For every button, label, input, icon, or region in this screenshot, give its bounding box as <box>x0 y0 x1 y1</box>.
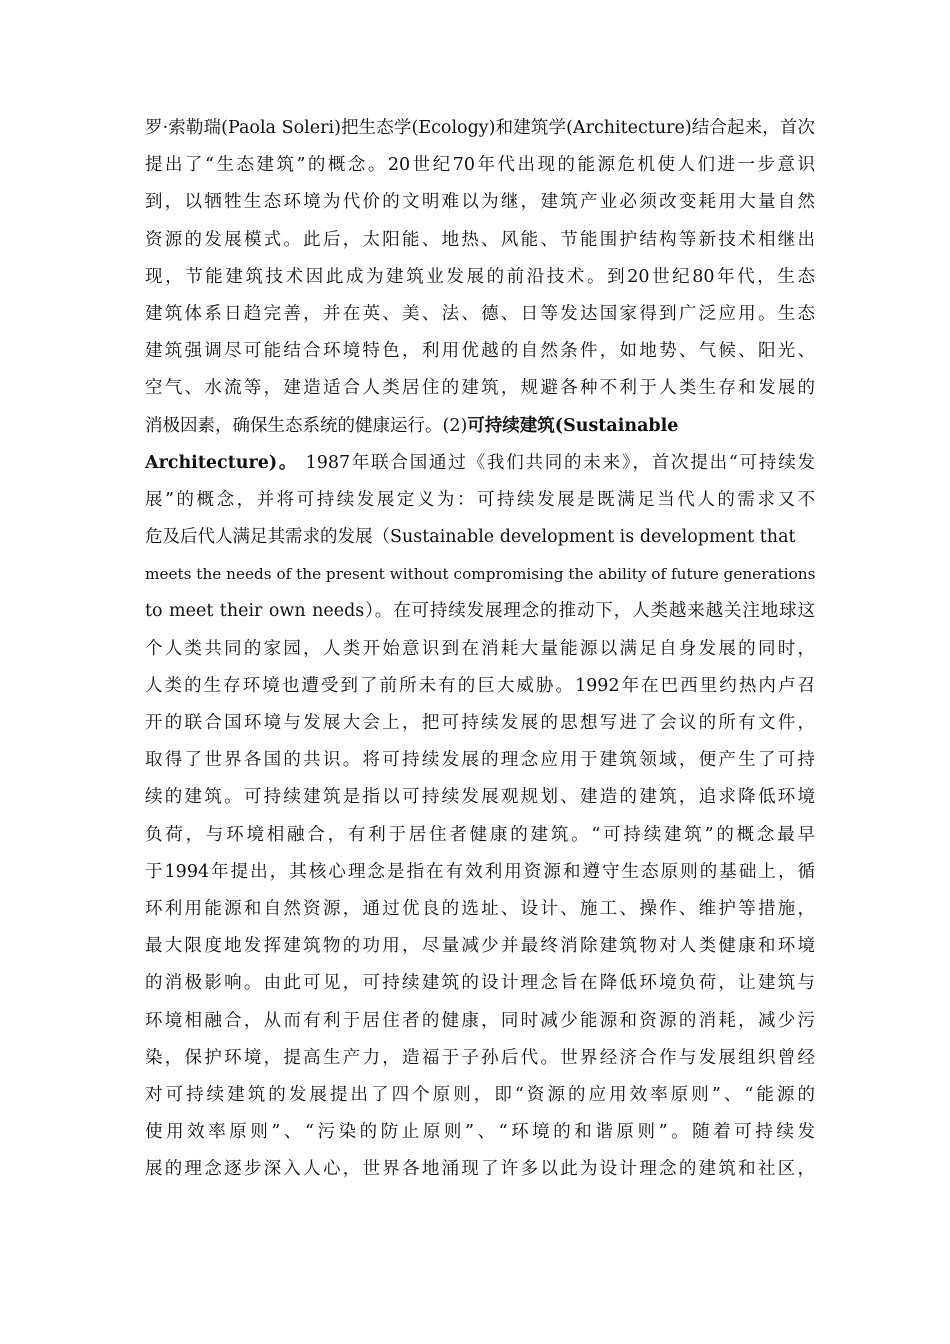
text-segment: 对可持续建筑的发展提出了四个原则，即“资源的应用效率原则”、“能源的 <box>145 1084 815 1105</box>
text-line <box>145 1114 815 1151</box>
text-segment: 的消极影响。由此可见，可持续建筑的设计理念旨在降低环境负荷，让建筑与 <box>145 973 815 994</box>
text-segment: 染，保护环境，提高生产力，造福于子孙后代。世界经济合作与发展组织曾经 <box>145 1047 815 1068</box>
body-paragraph <box>145 110 815 1188</box>
text-line <box>145 147 815 184</box>
text-segment: 建筑强调尽可能结合环境特色，利用优越的自然条件，如地势、气候、阳光、 <box>145 341 815 362</box>
text-line <box>145 110 815 147</box>
text-segment: 现，节能建筑技术因此成为建筑业发展的前沿技术。到20世纪80年代，生态 <box>145 266 815 287</box>
text-line <box>145 779 815 816</box>
text-line <box>145 668 815 705</box>
text-segment: 负荷，与环境相融合，有利于居住者健康的建筑。“可持续建筑”的概念最早 <box>145 824 815 845</box>
text-segment: 续的建筑。可持续建筑是指以可持续发展观规划、建造的建筑，追求降低环境 <box>145 787 815 808</box>
text-line <box>145 854 815 891</box>
text-segment: meets the needs of the present without compromising the ability of future generations <box>145 565 816 584</box>
text-line <box>145 408 815 445</box>
text-segment: 个人类共同的家园，人类开始意识到在消耗大量能源以满足自身发展的同时， <box>145 638 815 659</box>
text-segment: 消极因素，确保生态系统的健康运行。(2) <box>145 415 468 436</box>
text-segment: 使用效率原则”、“污染的防止原则”、“环境的和谐原则”。随着可持续发 <box>145 1122 815 1143</box>
text-segment: 危及后代人满足其需求的发展（Sustainable development is development that <box>145 527 796 548</box>
text-line <box>145 593 815 630</box>
text-line <box>145 556 815 593</box>
text-segment: to meet their own needs）。在可持续发展理念的推动下，人类越来越关注地球这 <box>145 601 815 622</box>
text-segment: 人类的生存环境也遭受到了前所未有的巨大威胁。1992年在巴西里约热内卢召 <box>145 675 815 696</box>
text-line <box>145 705 815 742</box>
text-line <box>145 482 815 519</box>
text-line <box>145 817 815 854</box>
text-line <box>145 631 815 668</box>
text-segment: 展的理念逐步深入人心，世界各地涌现了许多以此为设计理念的建筑和社区， <box>145 1159 815 1180</box>
text-segment: 1987年联合国通过《我们共同的未来》，首次提出“可持续发 <box>298 452 815 473</box>
text-segment: 到，以牺牲生态环境为代价的文明难以为继，建筑产业必须改变耗用大量自然 <box>145 192 815 213</box>
text-line <box>145 928 815 965</box>
text-segment: 于1994年提出，其核心理念是指在有效利用资源和遵守生态原则的基础上，循 <box>145 861 815 882</box>
text-segment: 最大限度地发挥建筑物的功用，尽量减少并最终消除建筑物对人类健康和环境 <box>145 936 815 957</box>
text-line <box>145 445 815 482</box>
text-segment: 环境相融合，从而有利于居住者的健康，同时减少能源和资源的消耗，减少污 <box>145 1010 815 1031</box>
text-line <box>145 891 815 928</box>
text-line <box>145 965 815 1002</box>
text-segment: 罗·索勒瑞(Paola Soleri)把生态学(Ecology)和建筑学(Architecture)结合起来，首次 <box>145 118 815 138</box>
text-line <box>145 222 815 259</box>
text-line <box>145 333 815 370</box>
text-line <box>145 742 815 779</box>
text-line <box>145 1003 815 1040</box>
text-segment: 资源的发展模式。此后，太阳能、地热、风能、节能围护结构等新技术相继出 <box>145 229 815 250</box>
text-segment: 展”的概念，并将可持续发展定义为：可持续发展是既满足当代人的需求又不 <box>145 489 815 510</box>
text-segment: 空气、水流等，建造适合人类居住的建筑，规避各种不利于人类生存和发展的 <box>145 378 815 399</box>
text-segment: 开的联合国环境与发展大会上，把可持续发展的思想写进了会议的所有文件， <box>145 713 815 733</box>
text-segment: 提出了“生态建筑”的概念。20世纪70年代出现的能源危机使人们进一步意识 <box>145 155 815 176</box>
text-line <box>145 519 815 556</box>
text-segment: 建筑体系日趋完善，并在英、美、法、德、日等发达国家得到广泛应用。生态 <box>145 303 815 324</box>
text-segment: 环利用能源和自然资源，通过优良的选址、设计、施工、操作、维护等措施， <box>145 898 815 919</box>
text-line <box>145 259 815 296</box>
text-line <box>145 1040 815 1077</box>
text-line <box>145 296 815 333</box>
text-line <box>145 1077 815 1114</box>
bold-heading-text: 可持续建筑(Sustainable <box>467 415 679 436</box>
text-line <box>145 370 815 407</box>
bold-heading-text: Architecture)。 <box>145 452 299 473</box>
text-line <box>145 184 815 221</box>
text-line <box>145 1151 815 1188</box>
text-segment: 取得了世界各国的共识。将可持续发展的理念应用于建筑领域，便产生了可持 <box>145 750 815 771</box>
